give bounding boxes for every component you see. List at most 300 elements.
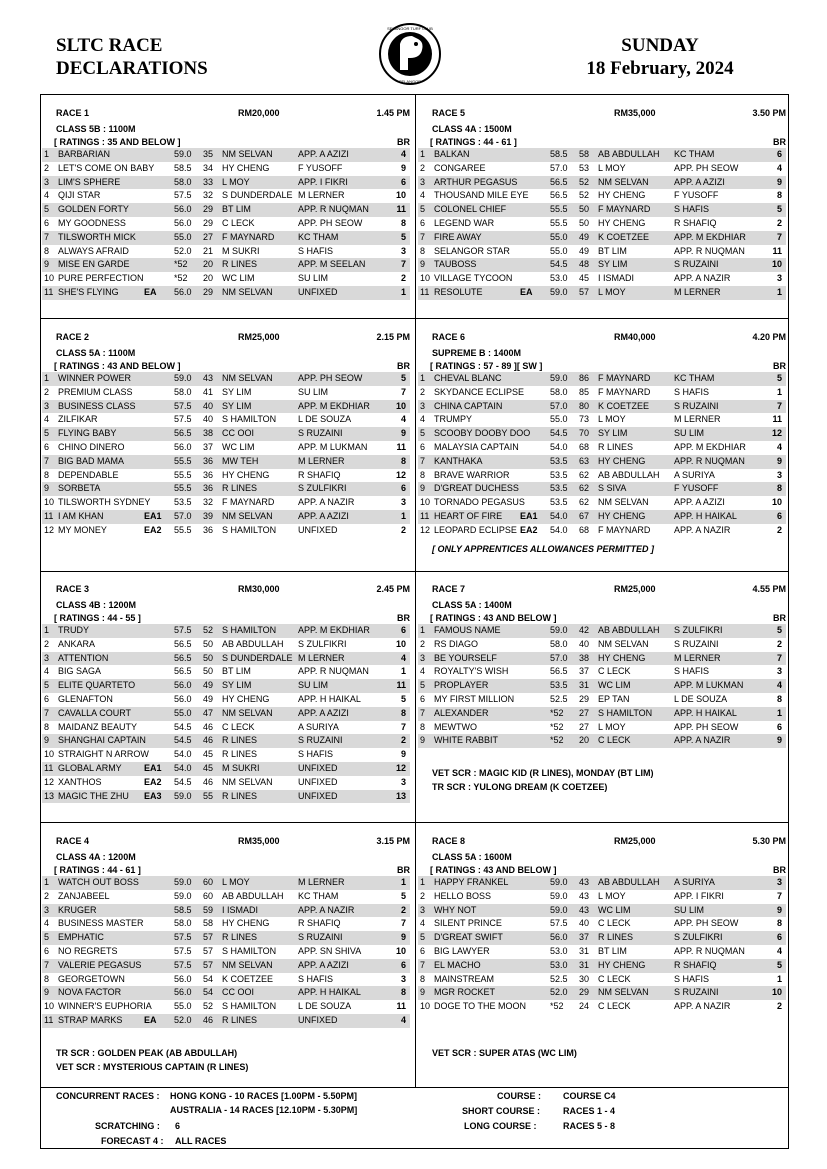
entry-number: 10 — [420, 497, 431, 508]
jockey: WC LIM — [598, 680, 631, 691]
trainer: APP. H HAIKAL — [674, 707, 737, 718]
race-name: RACE 7 — [432, 584, 466, 594]
race-time: 3.15 PM — [376, 836, 410, 846]
horse-name: LEOPARD ECLIPSE — [434, 524, 517, 535]
race4-trainer-scratch: TR SCR : GOLDEN PEAK (AB ABDULLAH) — [56, 1048, 238, 1058]
rating: 53 — [579, 162, 590, 173]
weight: 59.0 — [174, 877, 192, 887]
horse-name: CONGAREE — [434, 162, 486, 173]
weight: 57.0 — [550, 162, 568, 173]
rating: 36 — [203, 483, 214, 494]
rating: 54 — [203, 987, 214, 998]
entry-row — [42, 400, 410, 414]
entry-row — [42, 245, 410, 259]
entry-row — [418, 945, 786, 959]
weight: 55.5 — [550, 204, 568, 215]
entry-number: 9 — [44, 735, 50, 746]
entry-number: 2 — [44, 638, 50, 649]
title-line-1: SLTC RACE — [56, 35, 163, 56]
race-header — [418, 108, 786, 121]
entry-number: 7 — [44, 455, 50, 466]
entry-number: 6 — [420, 441, 426, 452]
barrier: 5 — [400, 231, 406, 242]
weight: 56.0 — [174, 217, 192, 228]
rating: 57 — [203, 945, 214, 956]
trainer: M LERNER — [298, 190, 345, 201]
jockey: NM SELVAN — [598, 638, 649, 649]
entry-number: 5 — [44, 680, 50, 691]
jockey: L MOY — [598, 721, 626, 732]
horse-name: SELANGOR STAR — [434, 245, 510, 256]
trainer: M LERNER — [298, 455, 345, 466]
rating: 43 — [579, 904, 590, 915]
weight: *52 — [550, 735, 564, 746]
trainer: APP. R NUQMAN — [674, 245, 745, 256]
jockey: MW TEH — [222, 455, 259, 466]
race-prize: RM40,000 — [614, 332, 656, 342]
horse-name: BIG LAWYER — [434, 945, 490, 956]
entry-number: 4 — [44, 190, 50, 201]
race-class: CLASS 4A : 1500M — [432, 124, 512, 134]
jockey: M SUKRI — [222, 245, 260, 256]
barrier: 1 — [776, 386, 782, 397]
entry-row — [42, 973, 410, 987]
race-prize: RM25,000 — [238, 332, 280, 342]
rating: 31 — [579, 680, 590, 691]
entry-row — [418, 189, 786, 203]
entry-row — [418, 245, 786, 259]
race-prize: RM30,000 — [238, 584, 280, 594]
race-time: 3.50 PM — [752, 108, 786, 118]
barrier: 4 — [400, 414, 406, 425]
jockey: NM SELVAN — [222, 959, 273, 970]
weight: 56.5 — [174, 638, 192, 649]
entry-number: 9 — [420, 483, 426, 494]
barrier: 1 — [400, 286, 406, 297]
horse-name: ZILFIKAR — [58, 414, 98, 425]
rating: 80 — [579, 400, 590, 411]
weight: 55.0 — [174, 231, 192, 242]
entry-number: 3 — [420, 904, 426, 915]
barrier: 11 — [772, 245, 782, 256]
barrier: 3 — [776, 469, 782, 480]
rating: 46 — [203, 776, 214, 787]
entry-number: 7 — [44, 707, 50, 718]
rating: 31 — [579, 945, 590, 956]
jockey: S HAMILTON — [222, 1001, 277, 1012]
emergency-tag: EA2 — [144, 776, 162, 787]
trainer: APP. A NAZIR — [674, 524, 731, 535]
horse-name: QIJI STAR — [58, 190, 101, 201]
entry-row — [418, 876, 786, 890]
rating: 46 — [203, 1014, 214, 1025]
barrier: 11 — [396, 1001, 406, 1012]
entry-row — [418, 931, 786, 945]
trainer: S ZULFIKRI — [674, 932, 723, 943]
trainer: F YUSOFF — [298, 162, 343, 173]
jockey: WC LIM — [222, 441, 255, 452]
race-block — [418, 836, 786, 1014]
weight: *52 — [550, 1001, 564, 1012]
rating: 43 — [579, 877, 590, 887]
jockey: R LINES — [222, 259, 258, 270]
barrier: 2 — [776, 1001, 782, 1012]
horse-name: EMPHATIC — [58, 932, 104, 943]
entry-row — [42, 272, 410, 286]
jockey: F MAYNARD — [222, 497, 275, 508]
barrier: 10 — [395, 945, 406, 956]
rating: 29 — [203, 217, 214, 228]
trainer: APP. SN SHIVA — [298, 945, 362, 956]
barrier: 6 — [776, 510, 782, 521]
barrier: 2 — [776, 524, 782, 535]
entry-number: 4 — [44, 666, 50, 677]
trainer: L DE SOUZA — [298, 1001, 352, 1012]
horse-name: GOLDEN FORTY — [58, 204, 129, 215]
entry-row — [418, 524, 786, 538]
trainer: APP. R NUQMAN — [298, 666, 369, 677]
barrier: 1 — [400, 510, 406, 521]
rating: 57 — [203, 932, 214, 943]
trainer: SU LIM — [674, 428, 705, 439]
rating: 37 — [203, 441, 214, 452]
horse-name: ATTENTION — [58, 652, 109, 663]
weight: 54.0 — [174, 749, 192, 760]
entry-number: 5 — [44, 204, 50, 215]
entry-number: 8 — [420, 721, 426, 732]
entry-row — [42, 959, 410, 973]
trainer: F YUSOFF — [674, 190, 719, 201]
barrier: 8 — [776, 483, 782, 494]
entry-number: 4 — [420, 918, 426, 929]
ratings-text: [ RATINGS : 43 AND BELOW ] — [54, 361, 181, 371]
barrier: 11 — [772, 414, 782, 425]
jockey: CC OOI — [222, 987, 255, 998]
jockey: AB ABDULLAH — [598, 149, 660, 159]
race-class: CLASS 4A : 1200M — [56, 852, 136, 862]
weight: 57.5 — [174, 932, 192, 943]
entry-number: 7 — [44, 231, 50, 242]
race-ratings — [42, 136, 410, 148]
weight: 58.5 — [174, 904, 192, 915]
rating: 33 — [203, 176, 214, 187]
course-value: COURSE C4 — [563, 1091, 616, 1101]
horse-name: BIG BAD MAMA — [58, 455, 125, 466]
trainer: APP. A AZIZI — [674, 176, 725, 187]
entry-row — [418, 441, 786, 455]
emergency-tag: EA1 — [144, 510, 162, 521]
jockey: M SUKRI — [222, 762, 260, 773]
entry-row — [42, 217, 410, 231]
horse-name: TILSWORTH SYDNEY — [58, 497, 151, 508]
entry-row — [418, 973, 786, 987]
barrier: 10 — [771, 497, 782, 508]
entry-number: 2 — [44, 386, 50, 397]
entry-number: 9 — [44, 259, 50, 270]
race-name: RACE 4 — [56, 836, 90, 846]
race-block — [42, 108, 410, 300]
trainer: APP. M SEELAN — [298, 259, 366, 270]
entry-row — [42, 386, 410, 400]
race-class: CLASS 5A : 1100M — [56, 348, 136, 358]
entry-row — [418, 652, 786, 666]
horse-name: MY MONEY — [58, 524, 107, 535]
entry-number: 4 — [420, 190, 426, 201]
race8-vet-scratch: VET SCR : SUPER ATAS (WC LIM) — [432, 1048, 577, 1058]
barrier: 5 — [400, 373, 406, 383]
entry-number: 3 — [44, 652, 50, 663]
jockey: HY CHENG — [222, 918, 270, 929]
barrier: 6 — [400, 176, 406, 187]
weight: 57.5 — [174, 414, 192, 425]
horse-name: PREMIUM CLASS — [58, 386, 133, 397]
entry-number: 4 — [44, 414, 50, 425]
trainer: S RUZAINI — [674, 400, 719, 411]
horse-name: TILSWORTH MICK — [58, 231, 136, 242]
race-ratings — [418, 136, 786, 148]
entry-number: 8 — [44, 469, 50, 480]
rating: 50 — [203, 666, 214, 677]
barrier: 4 — [776, 945, 782, 956]
weight: 56.0 — [174, 680, 192, 691]
weight: 56.0 — [550, 932, 568, 943]
barrier: 4 — [400, 149, 406, 159]
entry-row — [42, 203, 410, 217]
jockey: HY CHENG — [222, 693, 270, 704]
entry-row — [418, 917, 786, 931]
jockey: AB ABDULLAH — [222, 890, 284, 901]
barrier: 9 — [776, 735, 782, 746]
entry-row — [42, 638, 410, 652]
jockey: NM SELVAN — [222, 149, 273, 159]
weight: 54.5 — [550, 259, 568, 270]
barrier: 8 — [400, 987, 406, 998]
barrier: 8 — [400, 455, 406, 466]
barrier: 6 — [776, 932, 782, 943]
barrier: 6 — [400, 483, 406, 494]
horse-name: ARTHUR PEGASUS — [434, 176, 518, 187]
trainer: APP. A AZIZI — [298, 707, 349, 718]
barrier: 4 — [776, 162, 782, 173]
race-header — [418, 584, 786, 597]
emergency-tag: EA1 — [520, 510, 538, 521]
barrier: 3 — [776, 273, 782, 284]
rating: 20 — [579, 735, 590, 746]
concurrent-label: CONCURRENT RACES : — [56, 1091, 160, 1101]
trainer: APP. I FIKRI — [298, 176, 348, 187]
jockey: R LINES — [222, 483, 258, 494]
short-course-value: RACES 1 - 4 — [563, 1106, 616, 1116]
entry-row — [418, 959, 786, 973]
horse-name: FLYING BABY — [58, 428, 117, 439]
entry-number: 13 — [44, 790, 55, 801]
jockey: SY LIM — [598, 259, 628, 270]
race-ratings — [418, 612, 786, 624]
barrier: 4 — [776, 680, 782, 691]
race-time: 4.20 PM — [752, 332, 786, 342]
rating: 46 — [203, 735, 214, 746]
race-block — [418, 584, 786, 748]
entry-number: 6 — [44, 217, 50, 228]
race-class: SUPREME B : 1400M — [432, 348, 522, 358]
trainer: APP. PH SEOW — [674, 162, 739, 173]
weight: 52.5 — [550, 973, 568, 984]
weight: 53.5 — [550, 469, 568, 480]
barrier-header: BR — [397, 865, 410, 875]
weight: 53.5 — [550, 680, 568, 691]
race-time: 2.45 PM — [376, 584, 410, 594]
entry-number: 4 — [44, 918, 50, 929]
weight: 56.0 — [174, 973, 192, 984]
trainer: APP. PH SEOW — [298, 373, 363, 383]
entry-row — [42, 904, 410, 918]
rating: 67 — [579, 510, 590, 521]
weight: 54.0 — [550, 510, 568, 521]
jockey: SY LIM — [222, 400, 252, 411]
weight: 55.0 — [550, 245, 568, 256]
rating: 42 — [579, 625, 590, 635]
entry-number: 11 — [44, 510, 54, 521]
barrier-header: BR — [397, 613, 410, 623]
jockey: R LINES — [222, 932, 258, 943]
horse-name: MISE EN GARDE — [58, 259, 130, 270]
jockey: HY CHENG — [222, 469, 270, 480]
horse-name: WINNER POWER — [58, 373, 131, 383]
jockey: S HAMILTON — [222, 414, 277, 425]
entry-number: 9 — [420, 259, 426, 270]
rating: 32 — [203, 497, 214, 508]
jockey: HY CHENG — [598, 190, 646, 201]
jockey: S HAMILTON — [222, 625, 277, 635]
jockey: R LINES — [598, 932, 634, 943]
entry-number: 1 — [420, 373, 426, 383]
trainer: APP. M LUKMAN — [298, 441, 368, 452]
race-class: CLASS 5B : 1100M — [56, 124, 136, 134]
horse-name: DEPENDABLE — [58, 469, 119, 480]
trainer: R SHAFIQ — [674, 217, 717, 228]
rating: 45 — [203, 749, 214, 760]
weight: 58.0 — [174, 918, 192, 929]
rating: 52 — [203, 1001, 214, 1012]
barrier: 1 — [776, 286, 782, 297]
barrier: 11 — [396, 680, 406, 691]
trainer: S ZULFIKRI — [298, 483, 347, 494]
weight: 59.0 — [550, 286, 568, 297]
rating: 68 — [579, 441, 590, 452]
trainer: APP. A AZIZI — [674, 497, 725, 508]
horse-name: WATCH OUT BOSS — [58, 877, 139, 887]
jockey: C LECK — [222, 721, 255, 732]
entry-row — [42, 734, 410, 748]
entry-number: 5 — [420, 932, 426, 943]
weight: 55.5 — [174, 483, 192, 494]
horse-name: VALERIE PEGASUS — [58, 959, 142, 970]
entry-row — [42, 931, 410, 945]
trainer: APP. H HAIKAL — [298, 987, 361, 998]
trainer: UNFIXED — [298, 776, 338, 787]
weight: 59.0 — [550, 625, 568, 635]
race-class: CLASS 4B : 1200M — [56, 600, 137, 610]
jockey: C LECK — [222, 217, 255, 228]
rating: 68 — [579, 524, 590, 535]
entry-number: 5 — [420, 204, 426, 215]
rating: 31 — [579, 959, 590, 970]
horse-name: DOGE TO THE MOON — [434, 1001, 527, 1012]
trainer: APP. A AZIZI — [298, 149, 349, 159]
weight: 59.0 — [174, 149, 192, 159]
entry-row — [418, 272, 786, 286]
jockey: C LECK — [598, 666, 631, 677]
rating: 62 — [579, 483, 590, 494]
entry-row — [42, 189, 410, 203]
trainer: APP. M EKDHIAR — [674, 441, 746, 452]
entry-row — [418, 176, 786, 190]
entry-row — [418, 734, 786, 748]
barrier: 3 — [400, 776, 406, 787]
trainer: S RUZAINI — [674, 987, 719, 998]
rating: 36 — [203, 455, 214, 466]
jockey: HY CHENG — [598, 959, 646, 970]
jockey: R LINES — [598, 441, 634, 452]
weight: 59.0 — [174, 790, 192, 801]
jockey: HY CHENG — [598, 652, 646, 663]
barrier: 7 — [400, 386, 406, 397]
entry-row — [418, 510, 786, 524]
weight: 53.0 — [550, 945, 568, 956]
barrier: 4 — [400, 652, 406, 663]
entry-number: 2 — [420, 890, 426, 901]
rating: 32 — [203, 190, 214, 201]
weight: *52 — [174, 259, 188, 270]
trainer: S RUZAINI — [674, 638, 719, 649]
jockey: EP TAN — [598, 693, 630, 704]
trainer: SU LIM — [298, 386, 329, 397]
trainer: L DE SOUZA — [674, 693, 728, 704]
concurrent-aus: AUSTRALIA - 14 RACES [12.10PM - 5.30PM] — [170, 1105, 358, 1115]
jockey: NM SELVAN — [598, 497, 649, 508]
entry-row — [42, 917, 410, 931]
jockey: BT LIM — [598, 945, 627, 956]
barrier: 9 — [776, 455, 782, 466]
weight: 54.5 — [174, 735, 192, 746]
weight: *52 — [550, 707, 564, 718]
barrier: 3 — [776, 666, 782, 677]
barrier: 8 — [776, 918, 782, 929]
weight: 55.5 — [174, 524, 192, 535]
barrier: 11 — [396, 204, 406, 215]
entry-number: 2 — [44, 890, 50, 901]
horse-name: SHE'S FLYING — [58, 286, 119, 297]
trainer: S HAFIS — [298, 749, 334, 760]
horse-name: HAPPY FRANKEL — [434, 877, 509, 887]
entry-row — [42, 427, 410, 441]
horse-name: ALWAYS AFRAID — [58, 245, 129, 256]
horse-name: MGR ROCKET — [434, 987, 496, 998]
jockey: K COETZEE — [222, 973, 274, 984]
trainer: UNFIXED — [298, 762, 338, 773]
race-date-text: 18 February, 2024 — [586, 58, 734, 79]
horse-name: FIRE AWAY — [434, 231, 482, 242]
barrier: 2 — [400, 735, 406, 746]
emergency-tag: EA2 — [520, 524, 538, 535]
trainer: APP. A NAZIR — [674, 735, 731, 746]
horse-name: STRAP MARKS — [58, 1014, 123, 1025]
barrier: 10 — [395, 400, 406, 411]
horse-name: CHEVAL BLANC — [434, 373, 502, 383]
race-time: 1.45 PM — [376, 108, 410, 118]
emergency-tag: EA — [144, 286, 157, 297]
weight: 56.5 — [550, 666, 568, 677]
